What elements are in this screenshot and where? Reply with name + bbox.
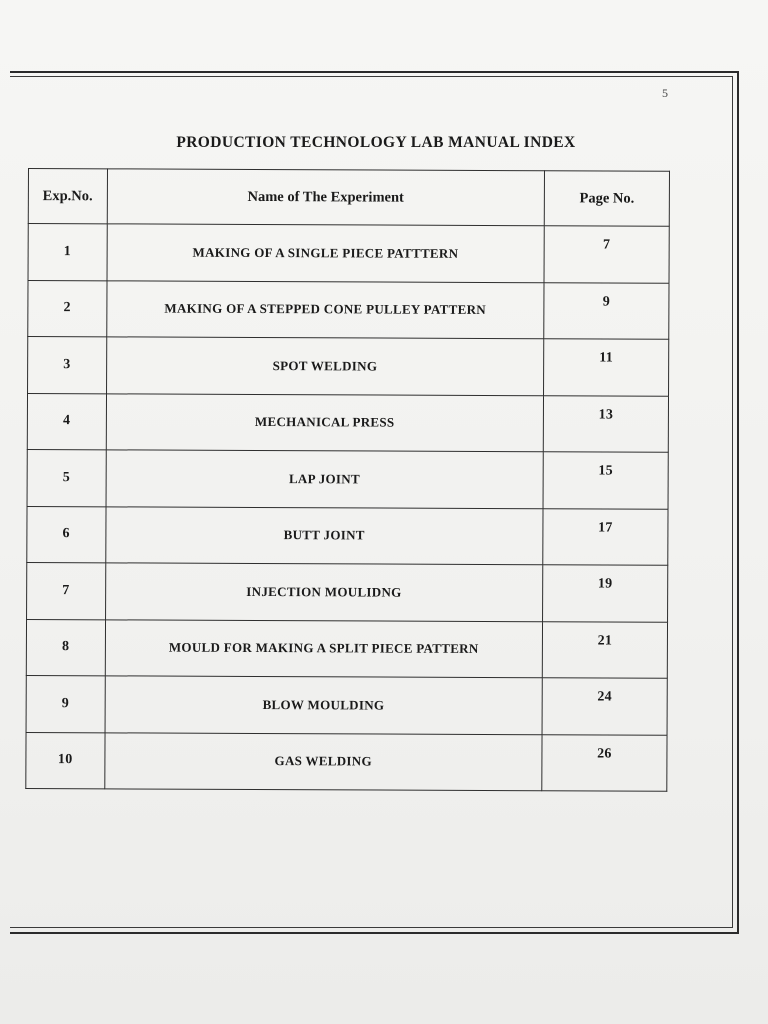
page-no-cell: 24 (542, 678, 667, 735)
table-row (28, 280, 669, 339)
experiment-name-cell: GAS WELDING (104, 732, 542, 790)
exp-no-cell: 5 (27, 449, 106, 506)
page-border-right-outer (737, 71, 739, 932)
table-row (28, 224, 669, 283)
table-row (26, 732, 667, 791)
exp-no-cell: 8 (26, 619, 105, 676)
exp-no-cell: 2 (28, 280, 107, 337)
exp-no-cell: 7 (27, 562, 106, 619)
table-row (26, 619, 667, 678)
page-no-cell: 17 (543, 508, 668, 565)
page-no-cell: 13 (543, 395, 668, 452)
exp-no-cell: 1 (28, 224, 107, 281)
exp-no-cell: 6 (27, 506, 106, 563)
page-border-bottom-inner (10, 927, 733, 928)
index-table (25, 168, 670, 792)
experiment-name-cell: MAKING OF A SINGLE PIECE PATTTERN (107, 224, 545, 282)
table-header-row (28, 169, 669, 227)
page-number: 5 (662, 86, 668, 100)
page-no-cell: 15 (543, 452, 668, 509)
experiment-name-cell: BUTT JOINT (105, 506, 543, 564)
page-no-cell: 26 (542, 734, 667, 791)
page-no-cell: 11 (544, 339, 669, 396)
experiment-name-cell: INJECTION MOULIDNG (105, 563, 543, 621)
exp-no-cell: 9 (26, 675, 105, 732)
page-border-right-inner (732, 76, 733, 927)
experiment-name-cell: MOULD FOR MAKING A SPLIT PIECE PATTERN (105, 619, 543, 677)
page-border-top-inner (10, 76, 732, 77)
experiment-name-cell: MECHANICAL PRESS (106, 393, 544, 451)
page-no-cell: 9 (544, 282, 669, 339)
experiment-name-cell: SPOT WELDING (106, 337, 544, 395)
experiment-name-cell: MAKING OF A STEPPED CONE PULLEY PATTERN (106, 280, 544, 338)
table-row (27, 449, 668, 508)
exp-no-cell: 3 (28, 337, 107, 394)
experiment-name-cell: BLOW MOULDING (105, 676, 543, 734)
exp-no-cell: 10 (26, 732, 105, 789)
table-row (27, 562, 668, 621)
page-border-top-outer (10, 71, 737, 73)
experiment-name-cell: LAP JOINT (106, 450, 544, 508)
page-no-cell: 19 (543, 565, 668, 622)
table-row (27, 506, 668, 565)
page-title: PRODUCTION TECHNOLOGY LAB MANUAL INDEX (176, 134, 576, 151)
page-border-bottom-outer (10, 932, 739, 934)
table-row (28, 337, 669, 396)
exp-no-cell: 4 (27, 393, 106, 450)
page-no-cell: 21 (542, 621, 667, 678)
header-exp-no: Exp.No. (28, 169, 107, 224)
header-experiment-name: Name of The Experiment (107, 169, 545, 226)
page-no-cell: 7 (544, 226, 669, 283)
table-row (27, 393, 668, 452)
table-row (26, 675, 667, 734)
header-page-no: Page No. (544, 171, 669, 227)
